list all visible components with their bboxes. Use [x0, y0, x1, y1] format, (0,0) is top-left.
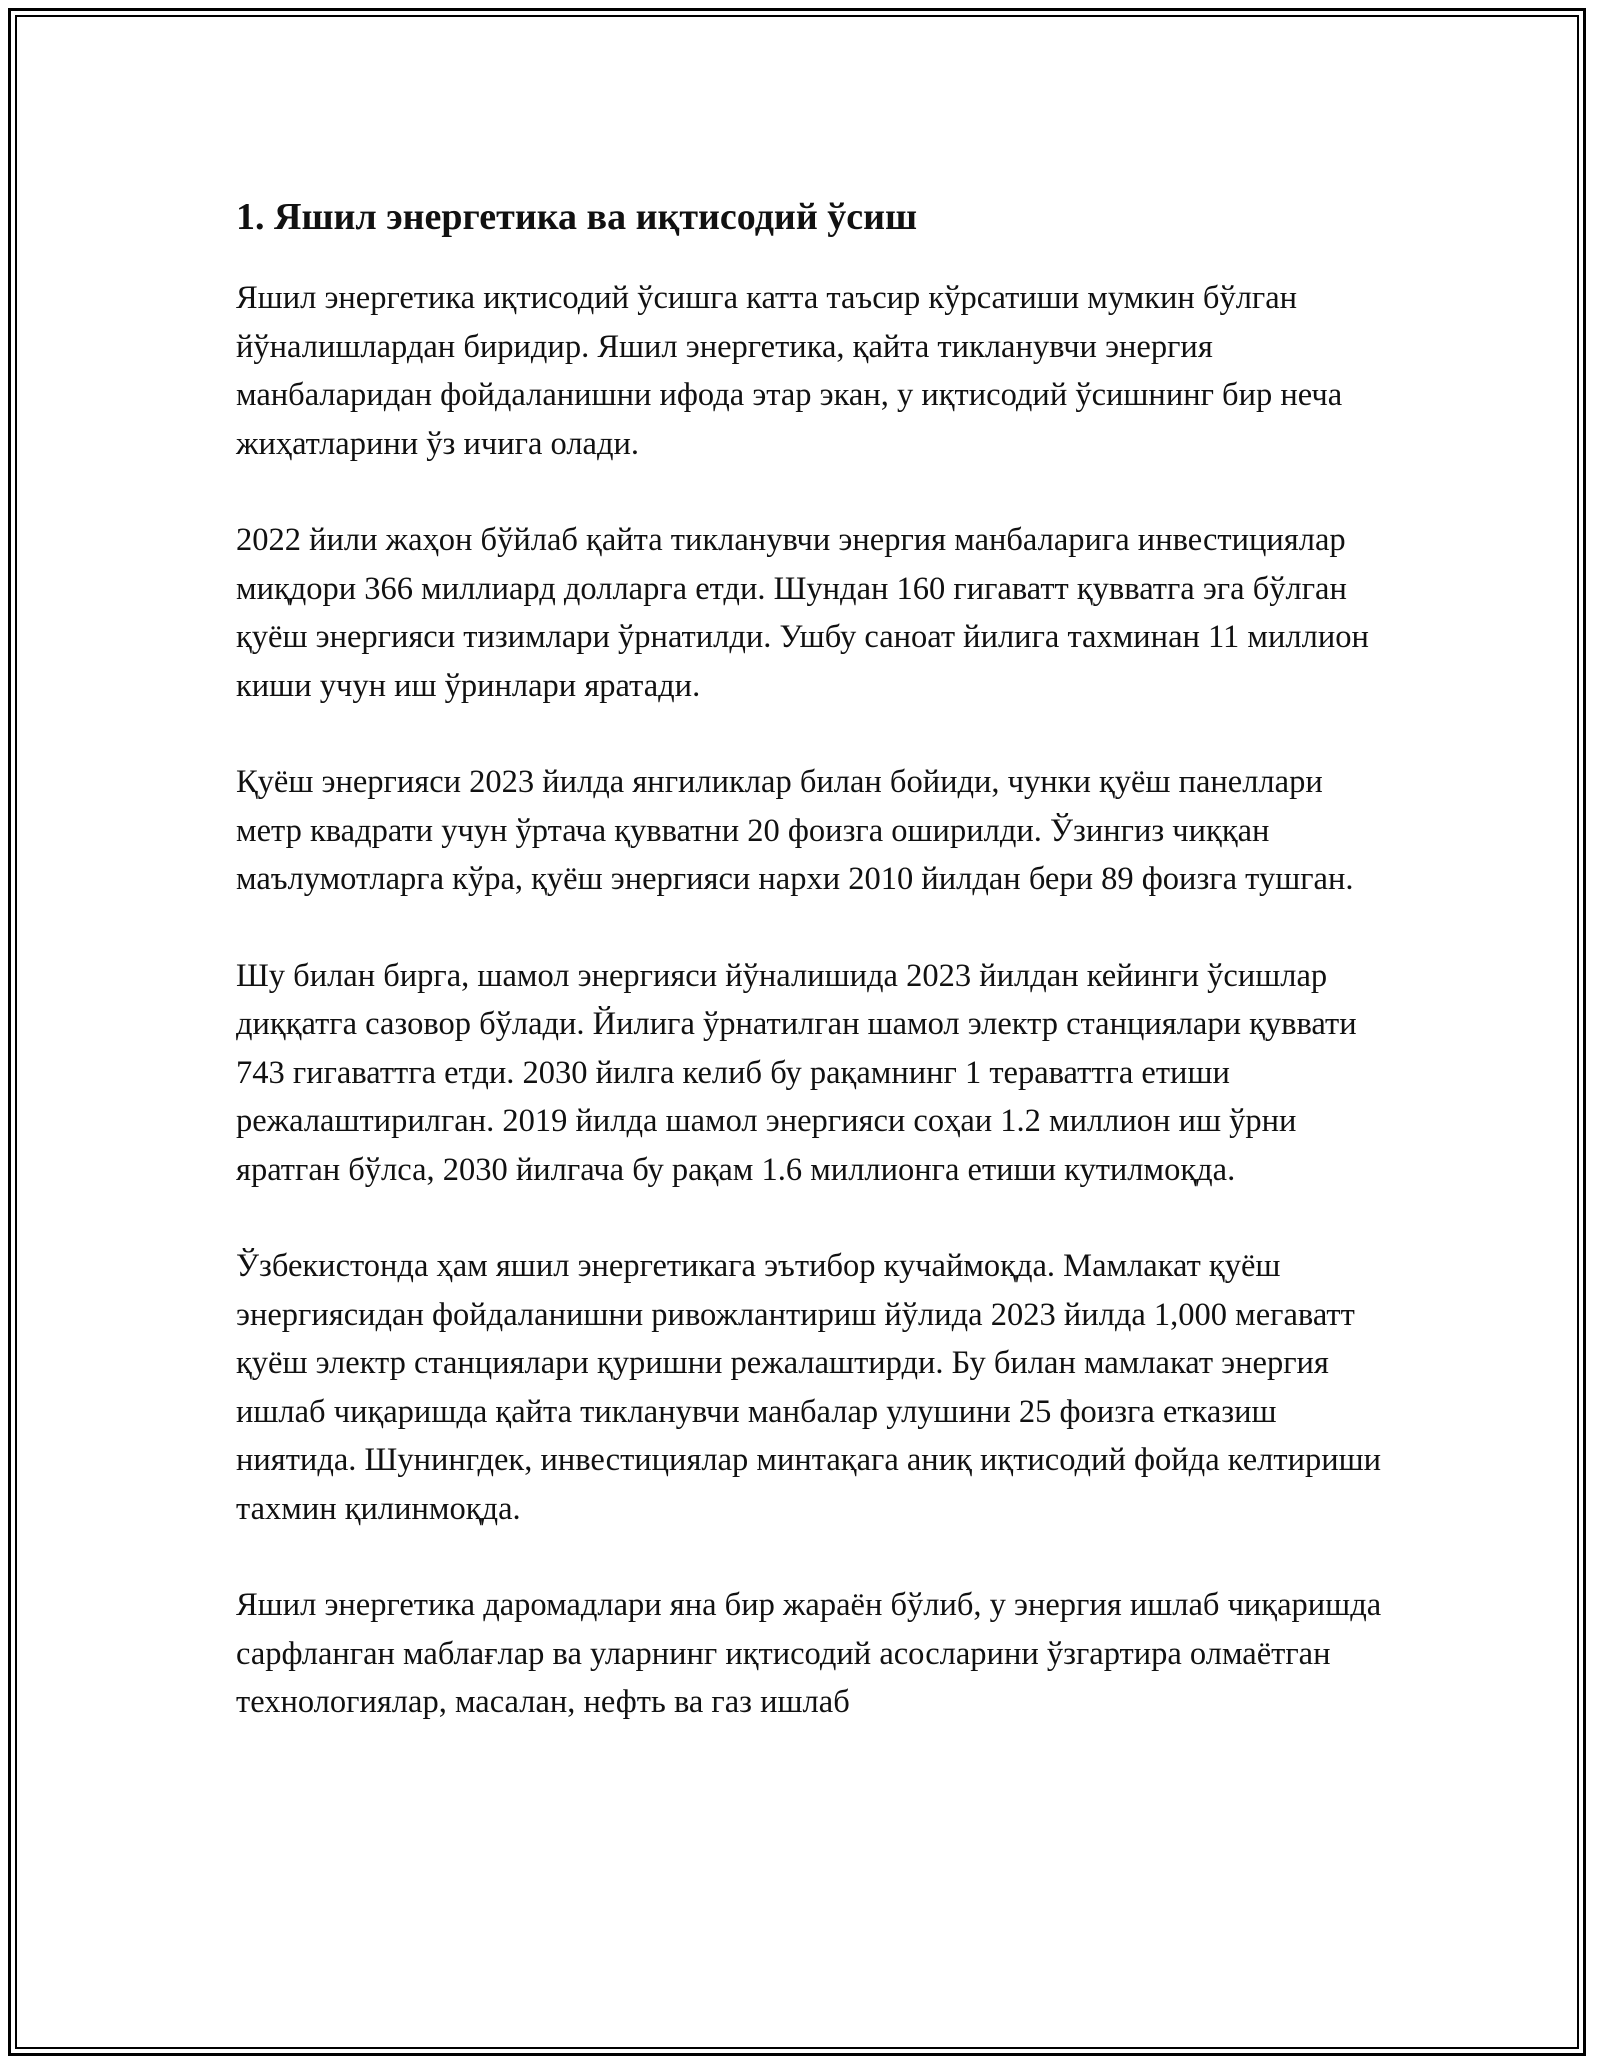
- document-page: [8, 8, 1586, 2056]
- paragraph-intro: Яшил энергетика иқтисодий ўсишга катта таъсир кўрсатиши мумкин бўлган йўналишлардан биридир. Яшил энергетика, қайта тикланувчи энергия манбаларидан фойдаланишни ифода этар экан, у иқтисодий ўсишнинг бир неча жиҳатларини ўз ичига олади.: [236, 280, 1343, 462]
- paragraph-solar-2023: Қуёш энергияси 2023 йилда янгиликлар билан бойиди, чунки қуёш панеллари метр квадрати учун ўртача қувватни 20 фоизга оширилди. Ўзингиз чиққан маълумотларга кўра, қуёш энергияси нархи 2010 йилдан бери 89 фоизга тушган.: [236, 764, 1354, 897]
- section-heading: 1. Яшил энергетика ва иқтисодий ўсиш: [236, 196, 918, 238]
- paragraph-uzbekistan: Ўзбекистонда ҳам яшил энергетикага эътибор кучаймоқда. Мамлакат қуёш энергиясидан фойдаланишни ривожлантириш йўлида 2023 йилда 1,000 мегаватт қуёш электр станциялари қуришни режалаштирди. Бу билан мамлакат энергия ишлаб чиқаришда қайта тикланувчи манбалар улушини 25 фоизга етказиш ниятида. Шунингдек, инвестициялар минтақага аниқ иқтисодий фойда келтириши тахмин қилинмоқда.: [236, 1248, 1382, 1527]
- paragraph-investments-2022: 2022 йили жаҳон бўйлаб қайта тикланувчи энергия манбаларига инвестициялар миқдори 366 миллиард долларга етди. Шундан 160 гигаватт қувватга эга бўлган қуёш энергияси тизимлари ўрнатилди. Ушбу саноат йилига тахминан 11 миллион киши учун иш ўринлари яратади.: [236, 522, 1369, 704]
- paragraph-green-revenue: Яшил энергетика даромадлари яна бир жараён бўлиб, у энергия ишлаб чиқаришда сарфланган маблағлар ва уларнинг иқтисодий асосларини ўзгартира олмаётган технологиялар, масалан, нефть ва газ ишлаб: [236, 1587, 1382, 1720]
- document-content: [236, 193, 1386, 1775]
- paragraph-wind-energy: Шу билан бирга, шамол энергияси йўналишида 2023 йилдан кейинги ўсишлар диққатга сазовор бўлади. Йилига ўрнатилган шамол электр станциялари қуввати 743 гигаваттга етди. 2030 йилга келиб бу рақамнинг 1 тераваттга етиши режалаштирилган. 2019 йилда шамол энергияси соҳаи 1.2 миллион иш ўрни яратган бўлса, 2030 йилгача бу рақам 1.6 миллионга етиши кутилмоқда.: [236, 957, 1357, 1188]
